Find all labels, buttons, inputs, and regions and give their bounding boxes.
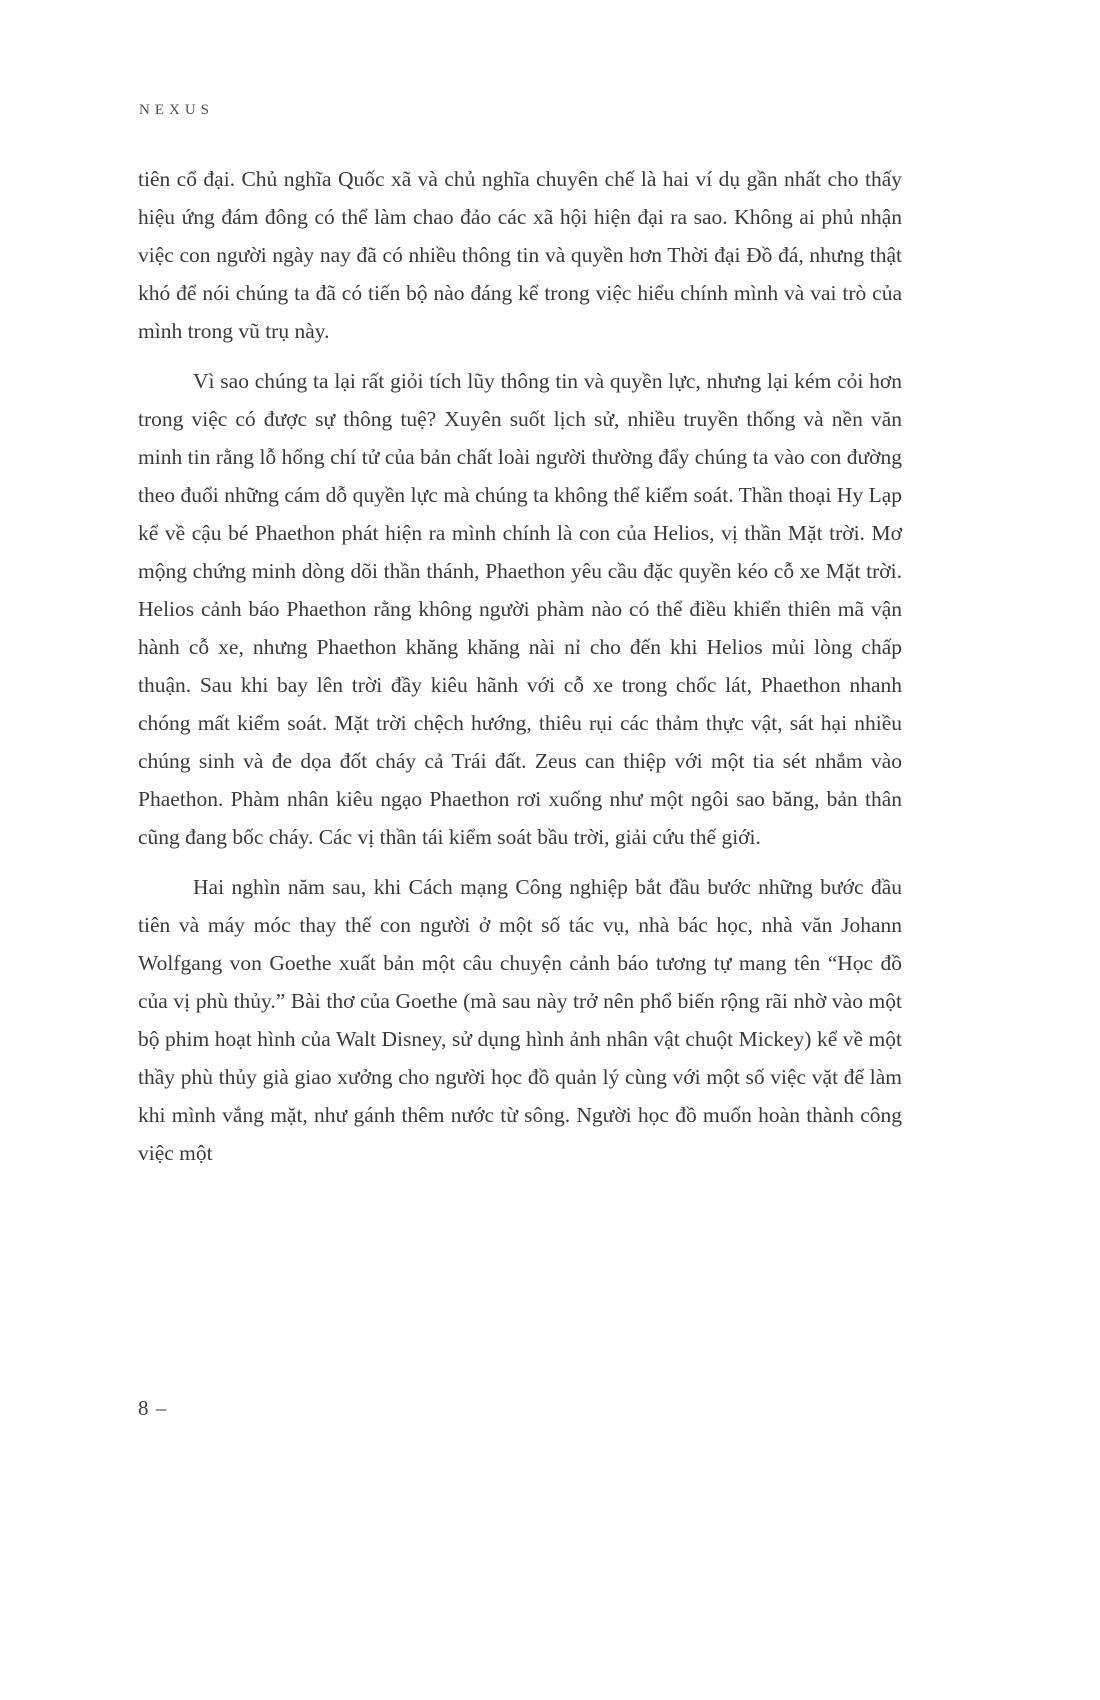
running-header-book-title: NEXUS [139, 102, 215, 118]
paragraph: Vì sao chúng ta lại rất giỏi tích lũy thông tin và quyền lực, nhưng lại kém cỏi hơn trong việc có được sự thông tuệ? Xuyên suốt lịch sử, nhiều truyền thống và nền văn minh tin rằng lỗ hổng chí tử của bản chất loài người thường đẩy chúng ta vào con đường theo đuổi những cám dỗ quyền lực mà chúng ta không thể kiểm soát. Thần thoại Hy Lạp kể về cậu bé Phaethon phát hiện ra mình chính là con của Helios, vị thần Mặt trời. Mơ mộng chứng minh dòng dõi thần thánh, Phaethon yêu cầu đặc quyền kéo cỗ xe Mặt trời. Helios cảnh báo Phaethon rằng không người phàm nào có thể điều khiển thiên mã vận hành cỗ xe, nhưng Phaethon khăng khăng nài nỉ cho đến khi Helios mủi lòng chấp thuận. Sau khi bay lên trời đầy kiêu hãnh với cỗ xe trong chốc lát, Phaethon nhanh chóng mất kiểm soát. Mặt trời chệch hướng, thiêu rụi các thảm thực vật, sát hại nhiều chúng sinh và đe dọa đốt cháy cả Trái đất. Zeus can thiệp với một tia sét nhắm vào Phaethon. Phàm nhân kiêu ngạo Phaethon rơi xuống như một ngôi sao băng, bản thân cũng đang bốc cháy. Các vị thần tái kiểm soát bầu trời, giải cứu thế giới. [138, 369, 902, 849]
page-body-text [138, 160, 902, 1184]
page-number: 8 – [138, 1396, 168, 1420]
paragraph-continuation: tiên cổ đại. Chủ nghĩa Quốc xã và chủ nghĩa chuyên chế là hai ví dụ gần nhất cho thấy hiệu ứng đám đông có thể làm chao đảo các xã hội hiện đại ra sao. Không ai phủ nhận việc con người ngày nay đã có nhiều thông tin và quyền hơn Thời đại Đồ đá, nhưng thật khó để nói chúng ta đã có tiến bộ nào đáng kể trong việc hiểu chính mình và vai trò của mình trong vũ trụ này. [138, 167, 902, 343]
paragraph: Hai nghìn năm sau, khi Cách mạng Công nghiệp bắt đầu bước những bước đầu tiên và máy móc thay thế con người ở một số tác vụ, nhà bác học, nhà văn Johann Wolfgang von Goethe xuất bản một câu chuyện cảnh báo tương tự mang tên “Học đồ của vị phù thủy.” Bài thơ của Goethe (mà sau này trở nên phổ biến rộng rãi nhờ vào một bộ phim hoạt hình của Walt Disney, sử dụng hình ảnh nhân vật chuột Mickey) kể về một thầy phù thủy già giao xưởng cho người học đồ quản lý cùng với một số việc vặt để làm khi mình vắng mặt, như gánh thêm nước từ sông. Người học đồ muốn hoàn thành công việc một [138, 875, 902, 1165]
